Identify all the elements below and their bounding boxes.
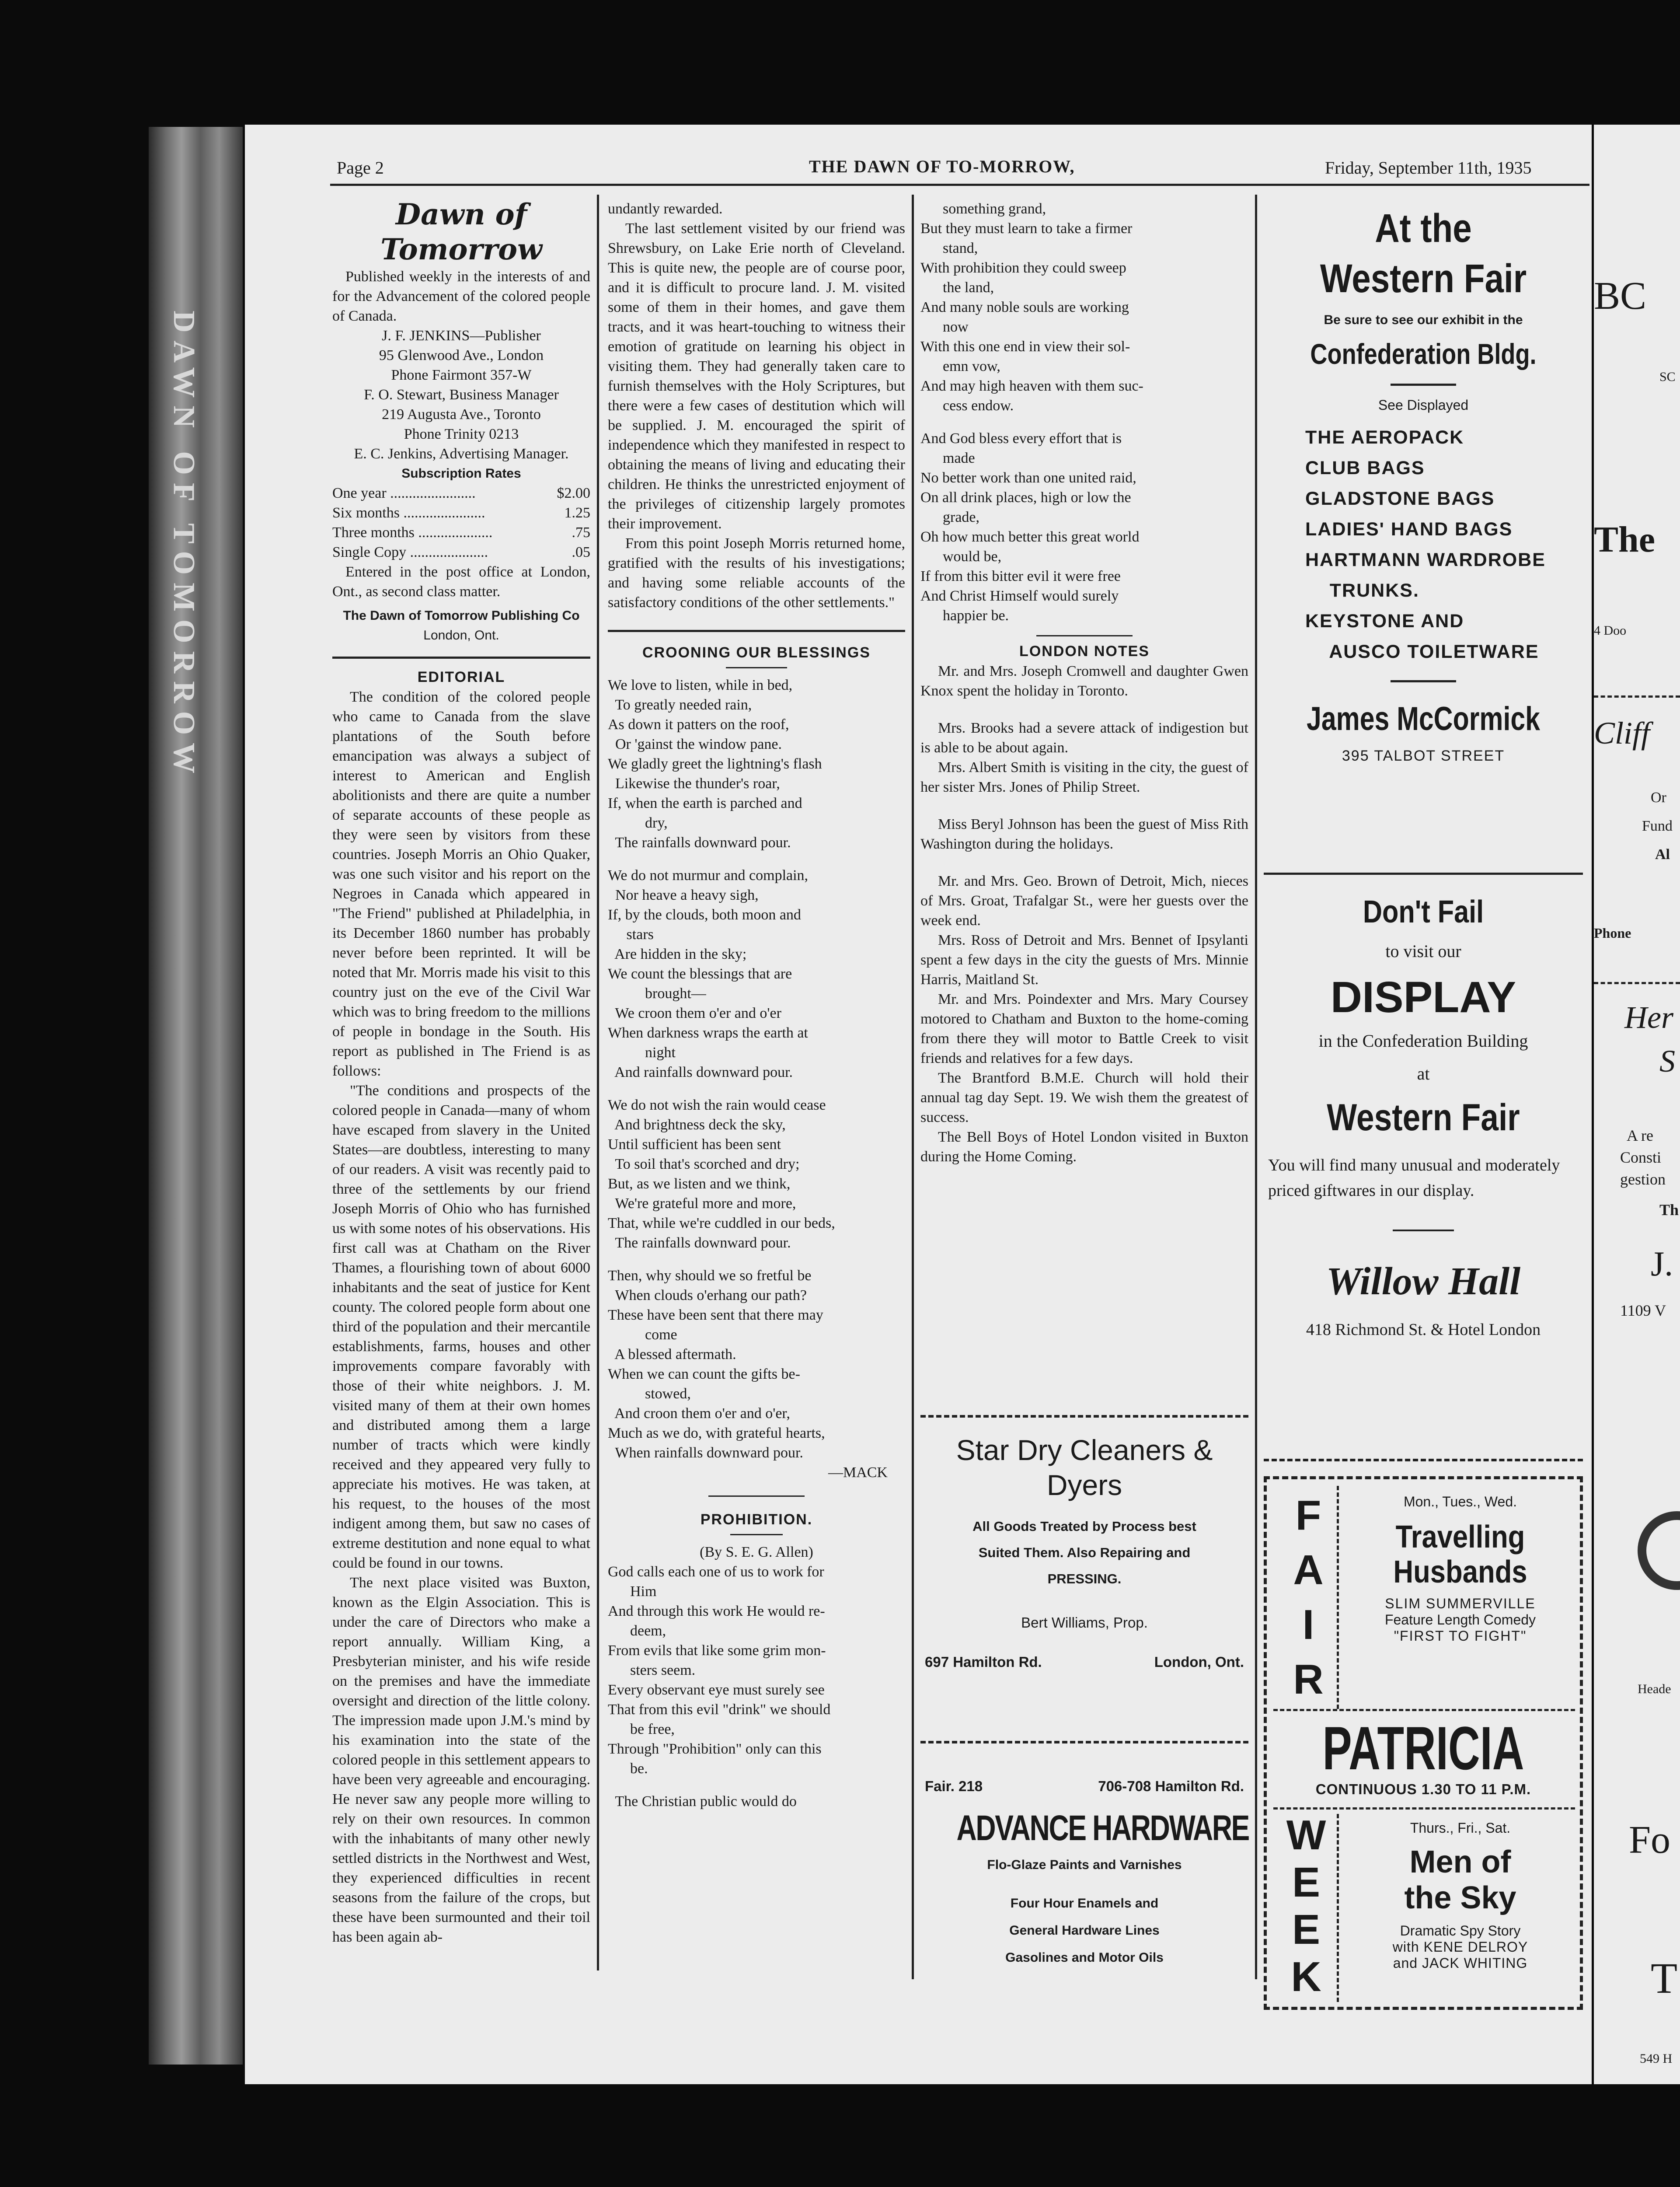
fair-item: KEYSTONE AND bbox=[1305, 611, 1464, 632]
week-vertical bbox=[1280, 1812, 1332, 2001]
rate-label: Three months .................... bbox=[332, 524, 493, 541]
poem-line: As down it patters on the roof, bbox=[608, 716, 789, 733]
manager-address: 219 Augusta Ave., Toronto bbox=[382, 406, 541, 423]
next-page-rule bbox=[1594, 982, 1680, 984]
poem-line: grade, bbox=[920, 509, 980, 525]
poem-line: But they must learn to take a firmer bbox=[920, 220, 1133, 237]
editorial-paragraph: "The conditions and prospects of the colored people in Canada—many of whom have escaped from slavery in the United States—are doubtless, interesting to many of our readers. A visit was recently paid to three of the settlements by our friend Joseph Morris of Ohio who has furnished us with some notes of his observations. His first call was at Chatham on the River Thames, a flourishing town of about 6000 inhabitants and the seat of justice for Kent county. The colored people form about one third of the population and their mercantile establishments, farms, houses and other improvements compare favorably with those of their white neighbors. J. M. visited many of them at their own homes and distributed among them a large number of tracts which were kindly received and they appeared very fully to appreciate his motives. He was taken, at his request, to the houses of the most indigent among them, but saw no cases of extreme destitution and none equal to what could be found in our towns. bbox=[332, 1083, 590, 1571]
section-rule bbox=[608, 630, 905, 632]
rate-row bbox=[332, 523, 590, 542]
theatre-name: PATRICIA bbox=[1322, 1714, 1524, 1782]
willow-line-6: Western Fair bbox=[1327, 1097, 1520, 1139]
cleaners-line: PRESSING. bbox=[1047, 1571, 1122, 1586]
masthead-title: Dawn of Tomorrow bbox=[380, 197, 542, 266]
willow-line-5: at bbox=[1417, 1064, 1430, 1083]
ad-divider bbox=[920, 1415, 1248, 1418]
poem-line: The rainfalls downward pour. bbox=[608, 835, 791, 851]
next-page-text: Fund bbox=[1642, 818, 1673, 834]
poem-line: When we can count the gifts be- bbox=[608, 1366, 800, 1382]
poem-line: But, as we listen and we think, bbox=[608, 1176, 791, 1192]
cleaners-name: Star Dry Cleaners & Dyers bbox=[956, 1434, 1213, 1501]
willow-line-4: in the Confederation Building bbox=[1318, 1031, 1528, 1051]
fair-rule bbox=[1391, 680, 1456, 682]
continued-text: undantly rewarded. bbox=[608, 201, 723, 217]
paper-title: THE DAWN OF TO-MORROW, bbox=[809, 157, 1075, 176]
poem-line: Nor heave a heavy sigh, bbox=[608, 887, 759, 903]
film-1-title-a: Travelling bbox=[1395, 1520, 1525, 1555]
next-page-text: Heade bbox=[1638, 1682, 1671, 1696]
film-2-title-b: the Sky bbox=[1404, 1880, 1516, 1915]
news-note: Mr. and Mrs. Joseph Cromwell and daughter Gwen Knox spent the holiday in Toronto. bbox=[920, 663, 1248, 699]
poem-line: And croon them o'er and o'er, bbox=[608, 1405, 790, 1422]
poem-line: Him bbox=[608, 1583, 657, 1600]
week-letter: E bbox=[1292, 1859, 1321, 1906]
fair-store: James McCormick bbox=[1307, 700, 1540, 737]
fair-letter: A bbox=[1293, 1547, 1324, 1593]
manager-name: F. O. Stewart, Business Manager bbox=[364, 387, 559, 403]
fair-item: GLADSTONE BAGS bbox=[1305, 488, 1495, 509]
cleaners-line: Suited Them. Also Repairing and bbox=[978, 1545, 1191, 1560]
film-1-title-b: Husbands bbox=[1393, 1555, 1527, 1590]
poem-line: dry, bbox=[608, 815, 668, 831]
fair-displayed: See Displayed bbox=[1378, 397, 1469, 413]
cleaners-address-row bbox=[920, 1649, 1248, 1675]
cleaners-owner: Bert Williams, Prop. bbox=[1021, 1614, 1148, 1631]
rate-price: .75 bbox=[572, 524, 590, 541]
next-page-text: S bbox=[1659, 1044, 1675, 1079]
poem-line: That from this evil "drink" we should bbox=[608, 1701, 831, 1718]
hardware-line: General Hardware Lines bbox=[1009, 1923, 1160, 1938]
news-note: Mrs. Albert Smith is visiting in the city, the guest of her sister Mrs. Jones of Philip Street. bbox=[920, 759, 1248, 795]
poem-line: emn vow, bbox=[920, 358, 1000, 374]
poem-line bbox=[608, 852, 905, 866]
poem-line: Likewise the thunder's roar, bbox=[608, 776, 780, 792]
publisher-phone: Phone Fairmont 357-W bbox=[391, 367, 532, 383]
poem-line: And rainfalls downward pour. bbox=[608, 1064, 793, 1080]
next-page-text: J. bbox=[1651, 1245, 1673, 1283]
poem-line: No better work than one united raid, bbox=[920, 470, 1136, 486]
editorial-paragraph: The condition of the colored people who came to Canada from the slave plantations of the South before emancipation was always a subject of interest to American and English abolitionists and there are quite a number of separate accounts of these people as they were seen by visitors from these countries. Joseph Morris an Ohio Quaker, was one such visitor and his report on the Negroes in Canada which appeared in "The Friend" published at Philadelphia, in its December 1860 number has probably never before been reprinted. It will be noted that Mr. Morris made his visit to this country just on the eve of the Civil War which was to bring freedom to the millions of people in bondage in the South. His report as published in The Friend is as follows: bbox=[332, 689, 590, 1079]
poem-line: Every observant eye must surely see bbox=[608, 1682, 825, 1698]
next-page-text: Al bbox=[1655, 846, 1670, 863]
poem-line: That, while we're cuddled in our beds, bbox=[608, 1215, 835, 1231]
rate-price: .05 bbox=[572, 544, 590, 560]
fair-letter: F bbox=[1295, 1492, 1321, 1539]
entered-notice: Entered in the post office at London, Ont., as second class matter. bbox=[332, 564, 590, 600]
fair-item: THE AEROPACK bbox=[1305, 427, 1464, 448]
editorial-heading: EDITORIAL bbox=[417, 669, 505, 685]
poem-line: We count the blessings that are bbox=[608, 966, 792, 982]
poem-line: We gladly greet the lightning's flash bbox=[608, 756, 822, 772]
week-letter: K bbox=[1291, 1953, 1321, 2000]
poem-line: be free, bbox=[608, 1721, 675, 1737]
hardware-line: Gasolines and Motor Oils bbox=[1005, 1950, 1164, 1965]
fair-letter: R bbox=[1293, 1656, 1324, 1703]
next-page-rule bbox=[1594, 695, 1680, 698]
issue-date: Friday, September 11th, 1935 bbox=[1325, 158, 1532, 178]
next-page-text: T bbox=[1651, 1954, 1678, 2002]
poem-line: deem, bbox=[608, 1623, 666, 1639]
hardware-phone: Fair. 218 bbox=[925, 1778, 983, 1794]
poem-line: Much as we do, with grateful hearts, bbox=[608, 1425, 825, 1441]
masthead-intro: Published weekly in the interests of and for the Advancement of the colored people of Canada. bbox=[332, 269, 590, 324]
news-note: Mrs. Brooks had a severe attack of indigestion but is able to be about again. bbox=[920, 720, 1248, 756]
news-note: The Bell Boys of Hotel London visited in Buxton during the Home Coming. bbox=[920, 1129, 1248, 1165]
poem-line: night bbox=[608, 1045, 676, 1061]
willow-line-7: You will find many unusual and moderately priced giftwares in our display. bbox=[1268, 1156, 1560, 1200]
rate-price: 1.25 bbox=[564, 505, 590, 521]
poem-prohibition bbox=[608, 1562, 905, 1811]
poem-line bbox=[608, 1253, 905, 1266]
london-notes-heading: LONDON NOTES bbox=[1019, 643, 1150, 660]
cleaners-address: 697 Hamilton Rd. bbox=[925, 1654, 1042, 1670]
hardware-ad bbox=[920, 1778, 1248, 1971]
poem-line: From evils that like some grim mon- bbox=[608, 1642, 826, 1659]
fair-ad bbox=[1264, 203, 1583, 765]
news-note: The Brantford B.M.E. Church will hold their annual tag day Sept. 19. We wish them the greatest of success. bbox=[920, 1070, 1248, 1125]
film-2-desc: Dramatic Spy Story bbox=[1400, 1923, 1521, 1939]
fair-title-2: Western Fair bbox=[1320, 256, 1527, 301]
column-3 bbox=[920, 199, 1248, 1167]
cleaners-city: London, Ont. bbox=[1154, 1654, 1244, 1670]
week-letter: E bbox=[1292, 1906, 1321, 1953]
ad-divider bbox=[1264, 873, 1583, 875]
poem-line: cess endow. bbox=[920, 398, 1014, 414]
fair-item: CLUB BAGS bbox=[1305, 458, 1425, 479]
theatre-hours: CONTINUOUS 1.30 TO 11 P.M. bbox=[1315, 1781, 1531, 1797]
poem-author: —MACK bbox=[828, 1464, 888, 1481]
film-1-box bbox=[1337, 1486, 1582, 1709]
article-paragraph: The last settlement visited by our friend was Shrewsbury, on Lake Erie north of Cleveland. This is quite new, the people are of course poor, and it is difficult to procure land. J. M. visited some of them in their homes, and gave them tracts, and it was heart-touching to witness their emotion of gratitude on learning his object in visiting them. They had generally taken care to furnish themselves with the Holy Scriptures, but there were a few cases of destitution which will be supplied. J. M. encouraged the spirit of independence which they manifested in respect to obtaining the means of living and educating their children. He thinks the unrestricted enjoyment of the privileges of citizenship largely promotes their improvement. bbox=[608, 220, 905, 532]
theatre-name-box bbox=[1267, 1715, 1580, 1798]
poem-line: The rainfalls downward pour. bbox=[608, 1235, 791, 1251]
poem-line: With this one end in view their sol- bbox=[920, 339, 1130, 355]
fair-address: 395 TALBOT STREET bbox=[1342, 748, 1505, 764]
poem-line: Until sufficient has been sent bbox=[608, 1136, 781, 1153]
poem-title-rule bbox=[726, 667, 787, 668]
days-1: Mon., Tues., Wed. bbox=[1403, 1494, 1517, 1509]
poem-line: now bbox=[920, 319, 969, 335]
film-1-extra: "FIRST TO FIGHT" bbox=[1394, 1628, 1527, 1644]
fair-item: HARTMANN WARDROBE bbox=[1305, 549, 1546, 570]
hardware-contact-row bbox=[920, 1778, 1248, 1795]
next-page-text: Fo bbox=[1629, 1818, 1671, 1862]
editorial-paragraph: The next place visited was Buxton, known as the Elgin Association. This is under the care of Directors who make a report annually. William King, a Presbyterian minister, and his wife reside on the premises and have the immediate oversight and direction of the little colony. The impression made upon J.M.'s mind by his examination into the state of the colored people in this settlement appears to have been very agreeable and encouraging. He never saw any people more willing to rely on their own resources. In common with the inhabitants of many other newly settled districts in the Northwest and West, they experienced difficulties in recent seasons from the failure of the crops, but these have been surmounted and their toil has been again ab- bbox=[332, 1575, 590, 1945]
column-rule bbox=[597, 195, 599, 1970]
newspaper-page bbox=[245, 125, 1592, 2084]
next-page-text: 4 Doo bbox=[1594, 623, 1627, 638]
theatre-divider bbox=[1273, 1807, 1575, 1810]
news-note: Mr. and Mrs. Geo. Brown of Detroit, Mich, nieces of Mrs. Groat, Trafalgar St., were her guests over the week end. bbox=[920, 873, 1248, 929]
publishing-city: London, Ont. bbox=[423, 628, 499, 643]
poem-line: These have been sent that there may bbox=[608, 1307, 823, 1323]
poem-line: We love to listen, while in bed, bbox=[608, 677, 793, 693]
poem-line: When clouds o'erhang our path? bbox=[608, 1287, 807, 1303]
fair-item: AUSCO TOILETWARE bbox=[1305, 641, 1539, 662]
poem-line: And may high heaven with them suc- bbox=[920, 378, 1143, 394]
poem-line: And brightness deck the sky, bbox=[608, 1117, 786, 1133]
hardware-name: ADVANCE HARDWARE bbox=[956, 1808, 1249, 1848]
masthead-rule bbox=[332, 657, 590, 659]
poem-line: Are hidden in the sky; bbox=[608, 946, 747, 962]
poem-line: When rainfalls downward pour. bbox=[608, 1445, 803, 1461]
poem-line: brought— bbox=[608, 985, 706, 1002]
willow-store: Willow Hall bbox=[1326, 1260, 1521, 1303]
poem-line: And many noble souls are working bbox=[920, 299, 1129, 315]
poem-line: To greatly needed rain, bbox=[608, 697, 752, 713]
publishing-company: The Dawn of Tomorrow Publishing Co bbox=[343, 608, 580, 623]
column-2 bbox=[608, 199, 905, 1811]
willow-address: 418 Richmond St. & Hotel London bbox=[1306, 1321, 1541, 1339]
book-binding bbox=[149, 127, 243, 2065]
poem-line: If from this bitter evil it were free bbox=[920, 568, 1121, 584]
willow-ad bbox=[1264, 890, 1583, 1345]
hardware-line: Four Hour Enamels and bbox=[1010, 1896, 1159, 1911]
poem-line bbox=[608, 1082, 905, 1095]
theatre-divider bbox=[1273, 1709, 1575, 1711]
adv-manager: E. C. Jenkins, Advertising Manager. bbox=[354, 446, 569, 462]
poem-line: And through this work He would re- bbox=[608, 1603, 825, 1619]
film-1-star: SLIM SUMMERVILLE bbox=[1385, 1596, 1536, 1611]
manager-phone: Phone Trinity 0213 bbox=[404, 426, 519, 442]
poem-line: stars bbox=[608, 926, 654, 943]
next-page-text: 1109 V bbox=[1620, 1302, 1666, 1319]
poem-line: With prohibition they could sweep bbox=[920, 260, 1126, 276]
ad-divider bbox=[1264, 1459, 1583, 1461]
poem-crooning bbox=[608, 675, 905, 1463]
willow-rule bbox=[1393, 1230, 1454, 1231]
poem-line: sters seem. bbox=[608, 1662, 696, 1678]
willow-line-2: to visit our bbox=[1385, 941, 1461, 961]
rates-list bbox=[332, 483, 590, 562]
next-page-text: Her bbox=[1624, 1000, 1673, 1035]
poem-line: stand, bbox=[920, 240, 978, 256]
rate-row bbox=[332, 483, 590, 503]
section-rule bbox=[708, 1495, 805, 1497]
ad-divider bbox=[920, 1741, 1248, 1743]
fair-letter: I bbox=[1302, 1601, 1314, 1648]
poem-line: Or 'gainst the window pane. bbox=[608, 736, 782, 752]
prohibition-byline: (By S. E. G. Allen) bbox=[700, 1544, 813, 1560]
theatre-ad bbox=[1264, 1476, 1583, 2010]
column-1 bbox=[332, 197, 590, 1947]
next-page-text: Cliff bbox=[1594, 716, 1650, 751]
poem-line: happier be. bbox=[920, 608, 1009, 624]
next-page-text: Or bbox=[1651, 790, 1666, 806]
poem-line: something grand, bbox=[920, 201, 1046, 217]
poem-line: come bbox=[608, 1327, 677, 1343]
fair-building: Confederation Bldg. bbox=[1310, 338, 1537, 370]
poem-line: We do not wish the rain would cease bbox=[608, 1097, 826, 1113]
week-letter: W bbox=[1286, 1812, 1326, 1859]
publisher-address: 95 Glenwood Ave., London bbox=[379, 347, 544, 363]
film-2-star-2: and JACK WHITING bbox=[1393, 1955, 1528, 1971]
next-page-text: A re bbox=[1627, 1127, 1653, 1144]
publisher-name: J. F. JENKINS—Publisher bbox=[382, 328, 541, 344]
london-notes bbox=[920, 661, 1248, 1167]
fair-sub: Be sure to see our exhibit in the bbox=[1324, 313, 1523, 327]
binding-title: DAWN OF TOMORROW bbox=[167, 311, 201, 782]
poem-line: be. bbox=[608, 1761, 648, 1777]
rates-title: Subscription Rates bbox=[401, 466, 521, 481]
section-rule bbox=[1036, 635, 1133, 636]
fair-title-1: At the bbox=[1375, 206, 1472, 251]
next-page-text: Phone bbox=[1594, 925, 1631, 941]
poem-line: would be, bbox=[920, 548, 1002, 565]
next-page-text: BC bbox=[1594, 274, 1647, 318]
fair-item: TRUNKS. bbox=[1305, 580, 1419, 601]
next-page-text: 549 H bbox=[1640, 2051, 1673, 2066]
poem-line bbox=[608, 1778, 905, 1792]
next-page-edge bbox=[1594, 125, 1680, 2084]
film-2-box bbox=[1337, 1814, 1582, 2002]
news-note: Mrs. Ross of Detroit and Mrs. Bennet of Ipsylanti spent a few days in the city the guests of Mrs. Minnie Harris, Maitland St. bbox=[920, 932, 1248, 988]
poem-line: A blessed aftermath. bbox=[608, 1346, 736, 1363]
rate-label: One year ....................... bbox=[332, 485, 476, 501]
next-page-text: Th bbox=[1659, 1201, 1679, 1219]
poem-line: We do not murmur and complain, bbox=[608, 867, 809, 884]
rate-price: $2.00 bbox=[557, 485, 590, 501]
poem-line: And God bless every effort that is bbox=[920, 430, 1122, 447]
fair-rule bbox=[1391, 384, 1456, 386]
poem-line: The Christian public would do bbox=[608, 1793, 797, 1810]
news-note: Mr. and Mrs. Poindexter and Mrs. Mary Coursey motored to Chatham and Buxton to the home-coming from there they will motor to Battle Creek to visit friends and relatives for a few days. bbox=[920, 991, 1248, 1066]
column-rule bbox=[912, 195, 914, 1979]
rate-row bbox=[332, 542, 590, 562]
poem-line: stowed, bbox=[608, 1386, 691, 1402]
poem-line: the land, bbox=[920, 279, 994, 296]
poem-line: We're grateful more and more, bbox=[608, 1195, 796, 1212]
page-number: Page 2 bbox=[337, 158, 384, 178]
film-2-star-1: with KENE DELROY bbox=[1392, 1939, 1528, 1955]
column-rule bbox=[1255, 195, 1257, 1979]
film-1-desc: Feature Length Comedy bbox=[1384, 1612, 1536, 1628]
poem-line: To soil that's scorched and dry; bbox=[608, 1156, 800, 1172]
rate-label: Single Copy ..................... bbox=[332, 544, 488, 560]
rate-label: Six months ...................... bbox=[332, 505, 485, 521]
poem-line bbox=[920, 416, 1248, 429]
next-page-text: gestion bbox=[1620, 1170, 1666, 1188]
next-page-illustration bbox=[1638, 1511, 1680, 1590]
next-page-text: SC bbox=[1659, 370, 1676, 384]
poem-line: made bbox=[920, 450, 975, 466]
poem-line: If, by the clouds, both moon and bbox=[608, 907, 801, 923]
rate-row bbox=[332, 503, 590, 523]
poem-line: If, when the earth is parched and bbox=[608, 795, 802, 811]
poem-title: CROONING OUR BLESSINGS bbox=[642, 644, 871, 661]
poem-line: We croon them o'er and o'er bbox=[608, 1005, 781, 1021]
next-page-text: Consti bbox=[1620, 1149, 1662, 1166]
news-note: Miss Beryl Johnson has been the guest of Miss Rith Washington during the holidays. bbox=[920, 816, 1248, 852]
article-paragraph: From this point Joseph Morris returned home, gratified with the results of his investigations; and having some reliable accounts of the satisfactory conditions of the other settlements." bbox=[608, 535, 905, 611]
poem-line: On all drink places, high or low the bbox=[920, 489, 1131, 506]
prohibition-title: PROHIBITION. bbox=[700, 1511, 813, 1528]
header-rule bbox=[330, 184, 1589, 186]
prohibition-title-rule bbox=[730, 1534, 783, 1535]
poem-line: God calls each one of us to work for bbox=[608, 1564, 824, 1580]
poem-line: Through "Prohibition" only can this bbox=[608, 1741, 822, 1757]
cleaners-ad bbox=[920, 1432, 1248, 1675]
hardware-address: 706-708 Hamilton Rd. bbox=[1098, 1778, 1244, 1794]
poem-line: And Christ Himself would surely bbox=[920, 588, 1119, 604]
willow-line-3: DISPLAY bbox=[1330, 973, 1516, 1022]
next-page-text: The bbox=[1594, 519, 1656, 560]
poem-prohibition-continued bbox=[920, 199, 1248, 625]
poem-line: When darkness wraps the earth at bbox=[608, 1025, 808, 1041]
film-2-title-a: Men of bbox=[1409, 1845, 1511, 1880]
fair-item: LADIES' HAND BAGS bbox=[1305, 519, 1513, 540]
fair-items bbox=[1264, 422, 1583, 667]
poem-line: Oh how much better this great world bbox=[920, 529, 1140, 545]
poem-line: Then, why should we so fretful be bbox=[608, 1268, 812, 1284]
days-2: Thurs., Fri., Sat. bbox=[1410, 1820, 1511, 1836]
fair-vertical bbox=[1284, 1488, 1332, 1707]
willow-line-1: Don't Fail bbox=[1363, 894, 1484, 929]
hardware-line: Flo-Glaze Paints and Varnishes bbox=[987, 1858, 1182, 1872]
cleaners-line: All Goods Treated by Process best bbox=[972, 1519, 1196, 1534]
